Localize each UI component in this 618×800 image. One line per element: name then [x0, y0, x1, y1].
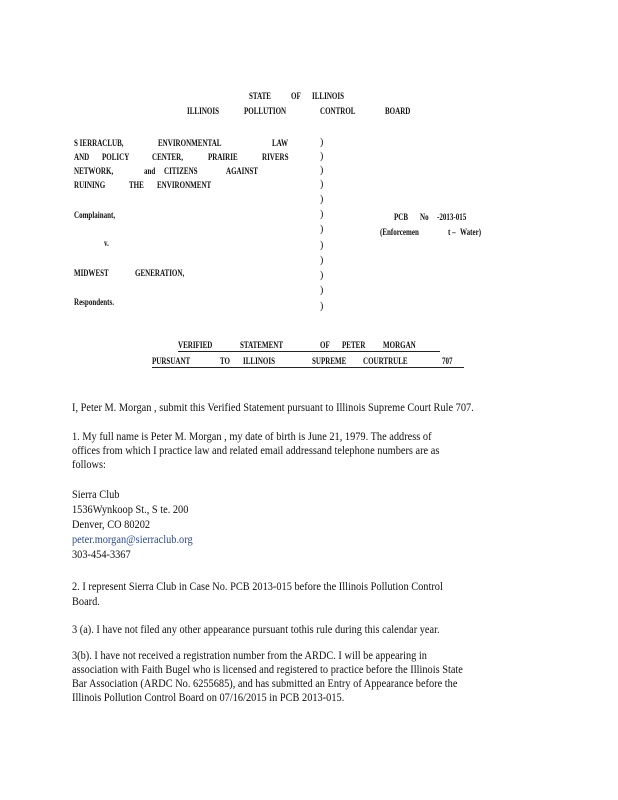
header-illinois: ILLINOIS	[312, 91, 345, 101]
para1-line2: offices from which I practice law and related email addressand telephone numbers are as	[72, 445, 440, 457]
enforcement-w3: Water)	[460, 227, 482, 237]
title-underline-1	[178, 351, 440, 352]
title2-w1: PURSUANT	[152, 356, 191, 366]
party-line1-w3: LAW	[272, 138, 289, 148]
title2-w6: 707	[442, 356, 453, 366]
para3b-line2: association with Faith Bugel who is licensed and registered to practice before the Illinois State	[72, 664, 463, 676]
party-line3-w1: NETWORK,	[74, 166, 114, 176]
title1-w5: MORGAN	[383, 340, 416, 350]
address-phone: 303-454-3367	[72, 549, 131, 561]
party-line2-w1: AND	[74, 152, 90, 162]
header-state: STATE	[249, 91, 271, 101]
paren-2: )	[320, 151, 324, 162]
party-line2-w2: POLICY	[102, 152, 130, 162]
title2-w3: ILLINOIS	[243, 356, 276, 366]
para3b-line3: Bar Association (ARDC No. 6255685), and has submitted an Entry of Appearance before the	[72, 678, 458, 690]
case-no: No	[420, 212, 429, 222]
respondent-w2: GENERATION,	[135, 268, 185, 278]
title2-w2: TO	[220, 356, 231, 366]
title1-w2: STATEMENT	[240, 340, 284, 350]
paren-7: )	[320, 224, 324, 235]
party-line3-w3: CITIZENS	[164, 166, 198, 176]
complainant-label: Complainant,	[74, 210, 116, 220]
para3b-line1: 3(b). I have not received a registration number from the ARDC. I will be appearing in	[72, 650, 427, 662]
board-word-3: CONTROL	[320, 106, 356, 116]
title2-w4: SUPREME	[312, 356, 347, 366]
header-of: OF	[291, 91, 301, 101]
title2-w5: COURTRULE	[363, 356, 408, 366]
para2-line2: Board.	[72, 596, 100, 608]
para3a: 3 (a). I have not filed any other appearance pursuant tothis rule during this calendar year.	[72, 624, 440, 636]
paren-11: )	[320, 285, 324, 296]
para3b-line4: Illinois Pollution Control Board on 07/16/2015 in PCB 2013-015.	[72, 692, 345, 704]
case-pcb: PCB	[394, 212, 409, 222]
address-org: Sierra Club	[72, 489, 120, 501]
paren-3: )	[320, 165, 324, 176]
party-line4-w2: THE	[129, 180, 144, 190]
paren-1: )	[320, 137, 324, 148]
title1-w4: PETER	[342, 340, 366, 350]
paren-10: )	[320, 270, 324, 281]
party-line4-w3: ENVIRONMENT	[157, 180, 212, 190]
title1-w3: OF	[320, 340, 330, 350]
paren-9: )	[320, 255, 324, 266]
party-line1-w2: ENVIRONMENTAL	[158, 138, 222, 148]
email-link[interactable]: peter.morgan@sierraclub.org	[72, 534, 193, 546]
case-number: -2013-015	[437, 212, 467, 222]
para2-line1: 2. I represent Sierra Club in Case No. PCB 2013-015 before the Illinois Pollution Control	[72, 581, 443, 593]
board-word-4: BOARD	[385, 106, 411, 116]
versus-label: v.	[104, 238, 109, 248]
party-line2-w4: PRAIRIE	[208, 152, 238, 162]
paren-12: )	[320, 301, 324, 312]
board-word-1: ILLINOIS	[187, 106, 220, 116]
board-word-2: POLLUTION	[244, 106, 287, 116]
enforcement-w1: (Enforcemen	[380, 227, 419, 237]
address-street: 1536Wynkoop St., S te. 200	[72, 504, 189, 516]
paren-4: )	[320, 179, 324, 190]
intro-paragraph: I, Peter M. Morgan , submit this Verified Statement pursuant to Illinois Supreme Court Rule 707.	[72, 402, 474, 414]
paren-6: )	[320, 209, 324, 220]
paren-5: )	[320, 194, 324, 205]
title1-w1: VERIFIED	[178, 340, 213, 350]
para1-line1: 1. My full name is Peter M. Morgan , my date of birth is June 21, 1979. The address of	[72, 431, 432, 443]
party-line2-w3: CENTER,	[152, 152, 184, 162]
para1-line3: follows:	[72, 459, 106, 471]
title-underline-2	[152, 367, 464, 368]
party-line3-w4: AGAINST	[226, 166, 258, 176]
enforcement-w2: t –	[448, 227, 456, 237]
party-line4-w1: RUINING	[74, 180, 106, 190]
address-city: Denver, CO 80202	[72, 519, 151, 531]
party-line1-w1: S IERRACLUB,	[74, 138, 124, 148]
party-line3-w2: and	[144, 166, 156, 176]
paren-8: )	[320, 240, 324, 251]
respondent-w1: MIDWEST	[74, 268, 109, 278]
party-line2-w5: RIVERS	[262, 152, 289, 162]
respondents-label: Respondents.	[74, 297, 114, 307]
